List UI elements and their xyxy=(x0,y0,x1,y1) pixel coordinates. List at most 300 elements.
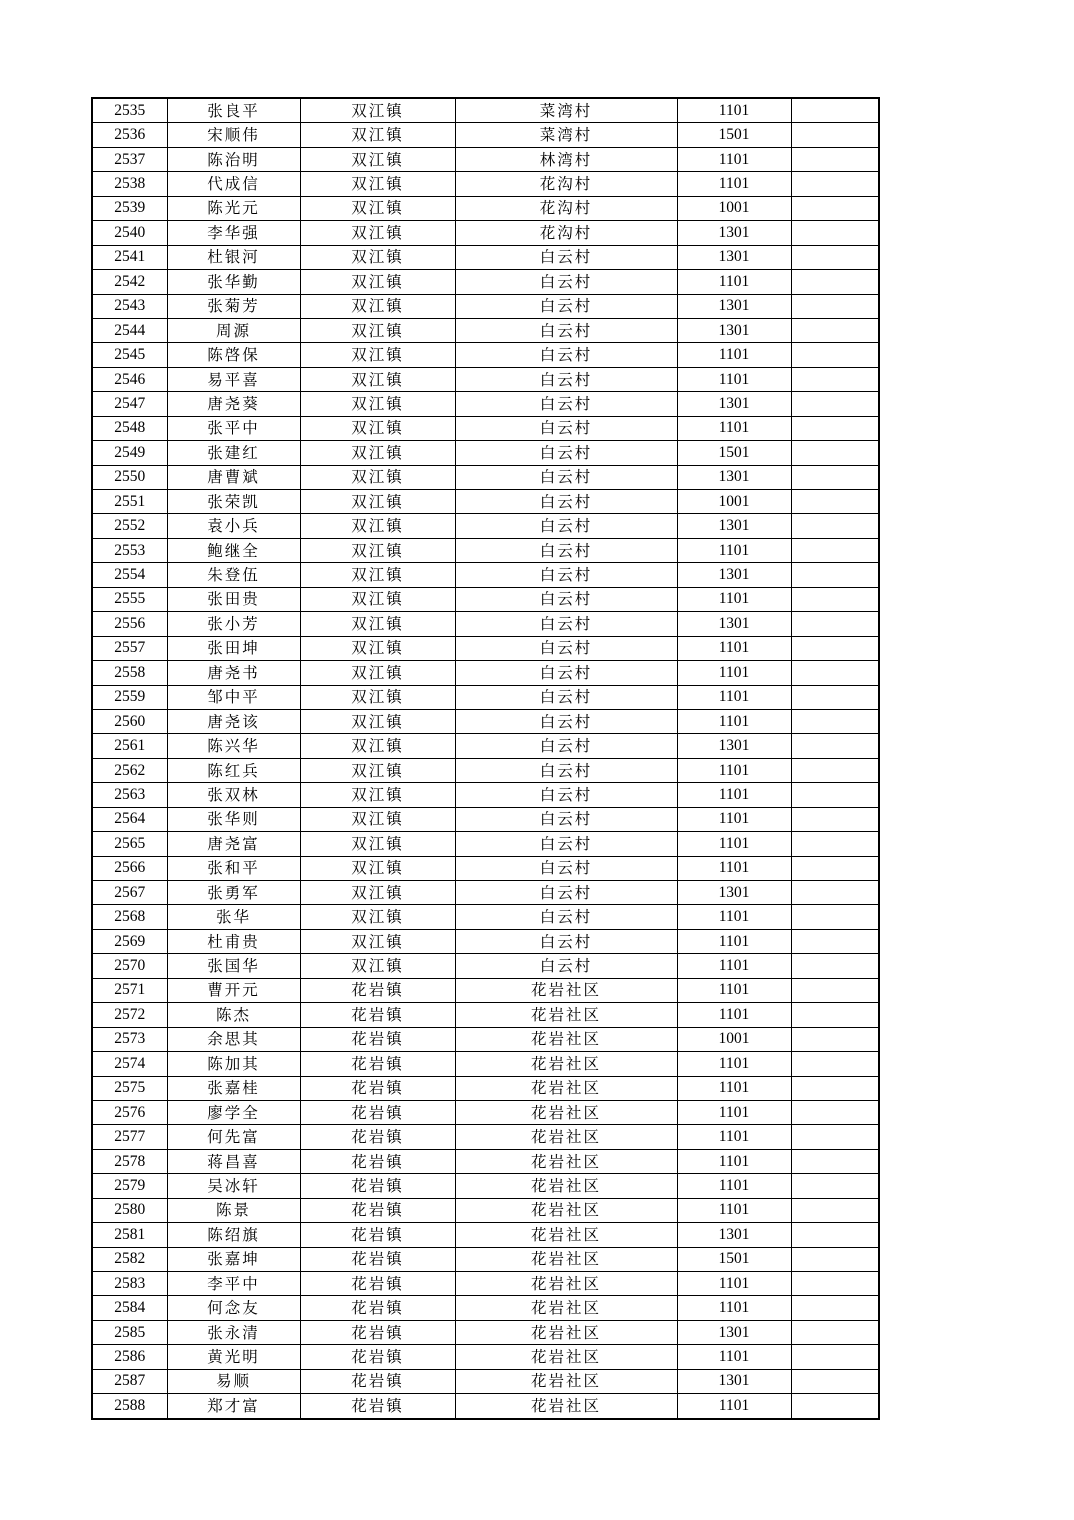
town-cell: 双江镇 xyxy=(300,465,455,489)
village-cell: 花岩社区 xyxy=(455,1174,677,1198)
code-cell: 1301 xyxy=(677,514,791,538)
town-cell: 双江镇 xyxy=(300,881,455,905)
code-cell: 1101 xyxy=(677,636,791,660)
village-cell: 白云村 xyxy=(455,881,677,905)
person-name-cell: 蒋昌喜 xyxy=(167,1149,300,1173)
village-cell: 花岩社区 xyxy=(455,1076,677,1100)
person-name-cell: 张勇军 xyxy=(167,881,300,905)
record-number-cell: 2563 xyxy=(92,783,167,807)
village-cell: 白云村 xyxy=(455,832,677,856)
record-number-cell: 2570 xyxy=(92,954,167,978)
record-number-cell: 2541 xyxy=(92,245,167,269)
record-number-cell: 2576 xyxy=(92,1100,167,1124)
person-name-cell: 唐曹斌 xyxy=(167,465,300,489)
table-row xyxy=(92,563,879,587)
record-number-cell: 2568 xyxy=(92,905,167,929)
town-cell: 双江镇 xyxy=(300,294,455,318)
remark-cell xyxy=(791,294,879,318)
record-number-cell: 2562 xyxy=(92,758,167,782)
remark-cell xyxy=(791,612,879,636)
code-cell: 1301 xyxy=(677,1369,791,1393)
town-cell: 双江镇 xyxy=(300,734,455,758)
village-cell: 花岩社区 xyxy=(455,1296,677,1320)
record-number-cell: 2550 xyxy=(92,465,167,489)
remark-cell xyxy=(791,514,879,538)
remark-cell xyxy=(791,367,879,391)
code-cell: 1301 xyxy=(677,245,791,269)
remark-cell xyxy=(791,685,879,709)
town-cell: 双江镇 xyxy=(300,147,455,171)
record-number-cell: 2540 xyxy=(92,221,167,245)
table-row xyxy=(92,709,879,733)
code-cell: 1101 xyxy=(677,758,791,782)
person-name-cell: 张荣凯 xyxy=(167,490,300,514)
town-cell: 双江镇 xyxy=(300,954,455,978)
person-name-cell: 张田贵 xyxy=(167,587,300,611)
person-name-cell: 何先富 xyxy=(167,1125,300,1149)
town-cell: 双江镇 xyxy=(300,490,455,514)
village-cell: 花岩社区 xyxy=(455,1320,677,1344)
person-name-cell: 廖学全 xyxy=(167,1100,300,1124)
remark-cell xyxy=(791,196,879,220)
record-number-cell: 2557 xyxy=(92,636,167,660)
code-cell: 1101 xyxy=(677,832,791,856)
person-name-cell: 袁小兵 xyxy=(167,514,300,538)
person-name-cell: 代成信 xyxy=(167,172,300,196)
table-row xyxy=(92,1369,879,1393)
person-name-cell: 朱登伍 xyxy=(167,563,300,587)
person-name-cell: 张双林 xyxy=(167,783,300,807)
person-name-cell: 张和平 xyxy=(167,856,300,880)
code-cell: 1101 xyxy=(677,270,791,294)
table-row xyxy=(92,196,879,220)
remark-cell xyxy=(791,465,879,489)
village-cell: 菜湾村 xyxy=(455,98,677,123)
record-number-cell: 2539 xyxy=(92,196,167,220)
record-number-cell: 2538 xyxy=(92,172,167,196)
village-cell: 白云村 xyxy=(455,929,677,953)
remark-cell xyxy=(791,1272,879,1296)
record-number-cell: 2581 xyxy=(92,1223,167,1247)
person-name-cell: 陈景 xyxy=(167,1198,300,1222)
person-name-cell: 杜银河 xyxy=(167,245,300,269)
person-name-cell: 张华 xyxy=(167,905,300,929)
town-cell: 花岩镇 xyxy=(300,1149,455,1173)
village-cell: 花岩社区 xyxy=(455,1027,677,1051)
remark-cell xyxy=(791,807,879,831)
record-number-cell: 2537 xyxy=(92,147,167,171)
table-row xyxy=(92,392,879,416)
person-name-cell: 易顺 xyxy=(167,1369,300,1393)
person-name-cell: 张小芳 xyxy=(167,612,300,636)
village-cell: 花岩社区 xyxy=(455,1100,677,1124)
village-cell: 白云村 xyxy=(455,538,677,562)
code-cell: 1101 xyxy=(677,147,791,171)
code-cell: 1101 xyxy=(677,954,791,978)
table-row xyxy=(92,172,879,196)
code-cell: 1301 xyxy=(677,465,791,489)
remark-cell xyxy=(791,856,879,880)
code-cell: 1301 xyxy=(677,294,791,318)
record-number-cell: 2564 xyxy=(92,807,167,831)
table-row xyxy=(92,98,879,123)
record-number-cell: 2555 xyxy=(92,587,167,611)
village-cell: 林湾村 xyxy=(455,147,677,171)
town-cell: 双江镇 xyxy=(300,807,455,831)
remark-cell xyxy=(791,881,879,905)
table-row xyxy=(92,490,879,514)
person-name-cell: 李平中 xyxy=(167,1272,300,1296)
code-cell: 1101 xyxy=(677,709,791,733)
record-number-cell: 2551 xyxy=(92,490,167,514)
table-row xyxy=(92,1052,879,1076)
record-number-cell: 2567 xyxy=(92,881,167,905)
record-number-cell: 2571 xyxy=(92,978,167,1002)
town-cell: 双江镇 xyxy=(300,270,455,294)
town-cell: 双江镇 xyxy=(300,98,455,123)
town-cell: 双江镇 xyxy=(300,196,455,220)
code-cell: 1101 xyxy=(677,367,791,391)
town-cell: 双江镇 xyxy=(300,612,455,636)
remark-cell xyxy=(791,490,879,514)
record-number-cell: 2558 xyxy=(92,661,167,685)
person-name-cell: 郑才富 xyxy=(167,1394,300,1419)
table-row xyxy=(92,245,879,269)
remark-cell xyxy=(791,1320,879,1344)
town-cell: 花岩镇 xyxy=(300,1296,455,1320)
code-cell: 1101 xyxy=(677,1125,791,1149)
table-row xyxy=(92,1345,879,1369)
village-cell: 白云村 xyxy=(455,343,677,367)
record-number-cell: 2573 xyxy=(92,1027,167,1051)
record-number-cell: 2569 xyxy=(92,929,167,953)
village-cell: 花沟村 xyxy=(455,196,677,220)
remark-cell xyxy=(791,978,879,1002)
village-cell: 花岩社区 xyxy=(455,1345,677,1369)
person-name-cell: 张建红 xyxy=(167,441,300,465)
table-row xyxy=(92,1394,879,1419)
record-number-cell: 2543 xyxy=(92,294,167,318)
record-number-cell: 2546 xyxy=(92,367,167,391)
code-cell: 1101 xyxy=(677,1003,791,1027)
village-cell: 白云村 xyxy=(455,563,677,587)
code-cell: 1101 xyxy=(677,1296,791,1320)
person-name-cell: 周源 xyxy=(167,318,300,342)
code-cell: 1001 xyxy=(677,490,791,514)
remark-cell xyxy=(791,563,879,587)
village-cell: 白云村 xyxy=(455,905,677,929)
person-name-cell: 鲍继全 xyxy=(167,538,300,562)
remark-cell xyxy=(791,1296,879,1320)
table-row xyxy=(92,538,879,562)
table-row xyxy=(92,1076,879,1100)
village-cell: 花岩社区 xyxy=(455,1198,677,1222)
table-row xyxy=(92,758,879,782)
code-cell: 1301 xyxy=(677,318,791,342)
village-cell: 花岩社区 xyxy=(455,1394,677,1419)
person-name-cell: 张平中 xyxy=(167,416,300,440)
village-cell: 白云村 xyxy=(455,636,677,660)
table-row xyxy=(92,1125,879,1149)
table-row xyxy=(92,147,879,171)
table-row xyxy=(92,783,879,807)
remark-cell xyxy=(791,1247,879,1271)
person-name-cell: 余思其 xyxy=(167,1027,300,1051)
person-name-cell: 陈治明 xyxy=(167,147,300,171)
person-name-cell: 张田坤 xyxy=(167,636,300,660)
village-cell: 花岩社区 xyxy=(455,1125,677,1149)
person-name-cell: 张华则 xyxy=(167,807,300,831)
record-number-cell: 2583 xyxy=(92,1272,167,1296)
table-row xyxy=(92,123,879,147)
town-cell: 双江镇 xyxy=(300,685,455,709)
town-cell: 双江镇 xyxy=(300,538,455,562)
town-cell: 花岩镇 xyxy=(300,1076,455,1100)
table-row xyxy=(92,1223,879,1247)
record-number-cell: 2559 xyxy=(92,685,167,709)
person-name-cell: 唐尧书 xyxy=(167,661,300,685)
person-name-cell: 易平喜 xyxy=(167,367,300,391)
village-cell: 白云村 xyxy=(455,587,677,611)
village-cell: 白云村 xyxy=(455,441,677,465)
person-name-cell: 吴冰轩 xyxy=(167,1174,300,1198)
record-number-cell: 2561 xyxy=(92,734,167,758)
table-row xyxy=(92,881,879,905)
town-cell: 双江镇 xyxy=(300,758,455,782)
code-cell: 1101 xyxy=(677,416,791,440)
table-row xyxy=(92,416,879,440)
town-cell: 双江镇 xyxy=(300,929,455,953)
town-cell: 花岩镇 xyxy=(300,1125,455,1149)
code-cell: 1101 xyxy=(677,1174,791,1198)
records-table xyxy=(91,97,880,1420)
town-cell: 花岩镇 xyxy=(300,1247,455,1271)
town-cell: 双江镇 xyxy=(300,661,455,685)
record-number-cell: 2577 xyxy=(92,1125,167,1149)
record-number-cell: 2582 xyxy=(92,1247,167,1271)
remark-cell xyxy=(791,1003,879,1027)
village-cell: 白云村 xyxy=(455,856,677,880)
town-cell: 双江镇 xyxy=(300,245,455,269)
record-number-cell: 2580 xyxy=(92,1198,167,1222)
remark-cell xyxy=(791,1052,879,1076)
town-cell: 双江镇 xyxy=(300,856,455,880)
town-cell: 花岩镇 xyxy=(300,1174,455,1198)
village-cell: 白云村 xyxy=(455,465,677,489)
remark-cell xyxy=(791,1345,879,1369)
table-body xyxy=(92,98,879,1419)
person-name-cell: 张永清 xyxy=(167,1320,300,1344)
table-row xyxy=(92,465,879,489)
person-name-cell: 陈加其 xyxy=(167,1052,300,1076)
code-cell: 1101 xyxy=(677,661,791,685)
town-cell: 花岩镇 xyxy=(300,978,455,1002)
remark-cell xyxy=(791,538,879,562)
town-cell: 双江镇 xyxy=(300,783,455,807)
person-name-cell: 曹开元 xyxy=(167,978,300,1002)
village-cell: 菜湾村 xyxy=(455,123,677,147)
remark-cell xyxy=(791,1174,879,1198)
code-cell: 1101 xyxy=(677,905,791,929)
record-number-cell: 2572 xyxy=(92,1003,167,1027)
remark-cell xyxy=(791,1198,879,1222)
town-cell: 花岩镇 xyxy=(300,1345,455,1369)
person-name-cell: 陈啓保 xyxy=(167,343,300,367)
record-number-cell: 2574 xyxy=(92,1052,167,1076)
table-row xyxy=(92,954,879,978)
record-number-cell: 2560 xyxy=(92,709,167,733)
code-cell: 1101 xyxy=(677,538,791,562)
table-row xyxy=(92,1100,879,1124)
town-cell: 双江镇 xyxy=(300,367,455,391)
person-name-cell: 唐尧富 xyxy=(167,832,300,856)
remark-cell xyxy=(791,270,879,294)
town-cell: 双江镇 xyxy=(300,172,455,196)
code-cell: 1101 xyxy=(677,1100,791,1124)
person-name-cell: 张菊芳 xyxy=(167,294,300,318)
person-name-cell: 李华强 xyxy=(167,221,300,245)
town-cell: 花岩镇 xyxy=(300,1003,455,1027)
table-row xyxy=(92,1174,879,1198)
remark-cell xyxy=(791,98,879,123)
remark-cell xyxy=(791,905,879,929)
table-row xyxy=(92,270,879,294)
table-row xyxy=(92,661,879,685)
code-cell: 1301 xyxy=(677,881,791,905)
code-cell: 1101 xyxy=(677,978,791,1002)
remark-cell xyxy=(791,929,879,953)
code-cell: 1101 xyxy=(677,807,791,831)
code-cell: 1101 xyxy=(677,1052,791,1076)
town-cell: 花岩镇 xyxy=(300,1198,455,1222)
town-cell: 花岩镇 xyxy=(300,1320,455,1344)
town-cell: 双江镇 xyxy=(300,905,455,929)
code-cell: 1101 xyxy=(677,1198,791,1222)
village-cell: 白云村 xyxy=(455,758,677,782)
code-cell: 1101 xyxy=(677,343,791,367)
table-row xyxy=(92,367,879,391)
table-row xyxy=(92,807,879,831)
code-cell: 1301 xyxy=(677,392,791,416)
town-cell: 双江镇 xyxy=(300,123,455,147)
table-row xyxy=(92,221,879,245)
village-cell: 白云村 xyxy=(455,367,677,391)
table-row xyxy=(92,514,879,538)
town-cell: 花岩镇 xyxy=(300,1394,455,1419)
table-row xyxy=(92,685,879,709)
remark-cell xyxy=(791,832,879,856)
remark-cell xyxy=(791,1125,879,1149)
village-cell: 花岩社区 xyxy=(455,1272,677,1296)
record-number-cell: 2585 xyxy=(92,1320,167,1344)
table-row xyxy=(92,612,879,636)
table-row xyxy=(92,1027,879,1051)
remark-cell xyxy=(791,783,879,807)
code-cell: 1101 xyxy=(677,1394,791,1419)
remark-cell xyxy=(791,1394,879,1419)
record-number-cell: 2549 xyxy=(92,441,167,465)
remark-cell xyxy=(791,1076,879,1100)
code-cell: 1101 xyxy=(677,783,791,807)
record-number-cell: 2556 xyxy=(92,612,167,636)
village-cell: 花岩社区 xyxy=(455,1052,677,1076)
remark-cell xyxy=(791,1027,879,1051)
remark-cell xyxy=(791,172,879,196)
code-cell: 1101 xyxy=(677,929,791,953)
record-number-cell: 2536 xyxy=(92,123,167,147)
town-cell: 双江镇 xyxy=(300,636,455,660)
remark-cell xyxy=(791,709,879,733)
village-cell: 白云村 xyxy=(455,392,677,416)
table-row xyxy=(92,441,879,465)
person-name-cell: 邹中平 xyxy=(167,685,300,709)
record-number-cell: 2535 xyxy=(92,98,167,123)
record-number-cell: 2588 xyxy=(92,1394,167,1419)
table-row xyxy=(92,1247,879,1271)
record-number-cell: 2565 xyxy=(92,832,167,856)
code-cell: 1501 xyxy=(677,123,791,147)
remark-cell xyxy=(791,245,879,269)
remark-cell xyxy=(791,758,879,782)
town-cell: 双江镇 xyxy=(300,709,455,733)
remark-cell xyxy=(791,123,879,147)
town-cell: 双江镇 xyxy=(300,514,455,538)
village-cell: 白云村 xyxy=(455,783,677,807)
record-number-cell: 2554 xyxy=(92,563,167,587)
record-number-cell: 2548 xyxy=(92,416,167,440)
village-cell: 白云村 xyxy=(455,661,677,685)
code-cell: 1101 xyxy=(677,587,791,611)
table-row xyxy=(92,734,879,758)
remark-cell xyxy=(791,734,879,758)
code-cell: 1101 xyxy=(677,685,791,709)
village-cell: 白云村 xyxy=(455,954,677,978)
remark-cell xyxy=(791,392,879,416)
code-cell: 1301 xyxy=(677,734,791,758)
town-cell: 花岩镇 xyxy=(300,1369,455,1393)
record-number-cell: 2578 xyxy=(92,1149,167,1173)
person-name-cell: 张嘉坤 xyxy=(167,1247,300,1271)
table-row xyxy=(92,856,879,880)
record-number-cell: 2584 xyxy=(92,1296,167,1320)
table-row xyxy=(92,832,879,856)
remark-cell xyxy=(791,343,879,367)
person-name-cell: 张嘉桂 xyxy=(167,1076,300,1100)
village-cell: 花岩社区 xyxy=(455,1369,677,1393)
town-cell: 双江镇 xyxy=(300,392,455,416)
code-cell: 1101 xyxy=(677,1345,791,1369)
record-number-cell: 2545 xyxy=(92,343,167,367)
remark-cell xyxy=(791,1100,879,1124)
person-name-cell: 陈光元 xyxy=(167,196,300,220)
code-cell: 1101 xyxy=(677,1272,791,1296)
village-cell: 白云村 xyxy=(455,245,677,269)
person-name-cell: 杜甫贵 xyxy=(167,929,300,953)
record-number-cell: 2587 xyxy=(92,1369,167,1393)
person-name-cell: 唐尧该 xyxy=(167,709,300,733)
code-cell: 1001 xyxy=(677,1027,791,1051)
town-cell: 花岩镇 xyxy=(300,1027,455,1051)
code-cell: 1301 xyxy=(677,221,791,245)
code-cell: 1101 xyxy=(677,98,791,123)
table-row xyxy=(92,1320,879,1344)
remark-cell xyxy=(791,661,879,685)
code-cell: 1501 xyxy=(677,441,791,465)
remark-cell xyxy=(791,1223,879,1247)
town-cell: 双江镇 xyxy=(300,587,455,611)
record-number-cell: 2579 xyxy=(92,1174,167,1198)
village-cell: 白云村 xyxy=(455,318,677,342)
